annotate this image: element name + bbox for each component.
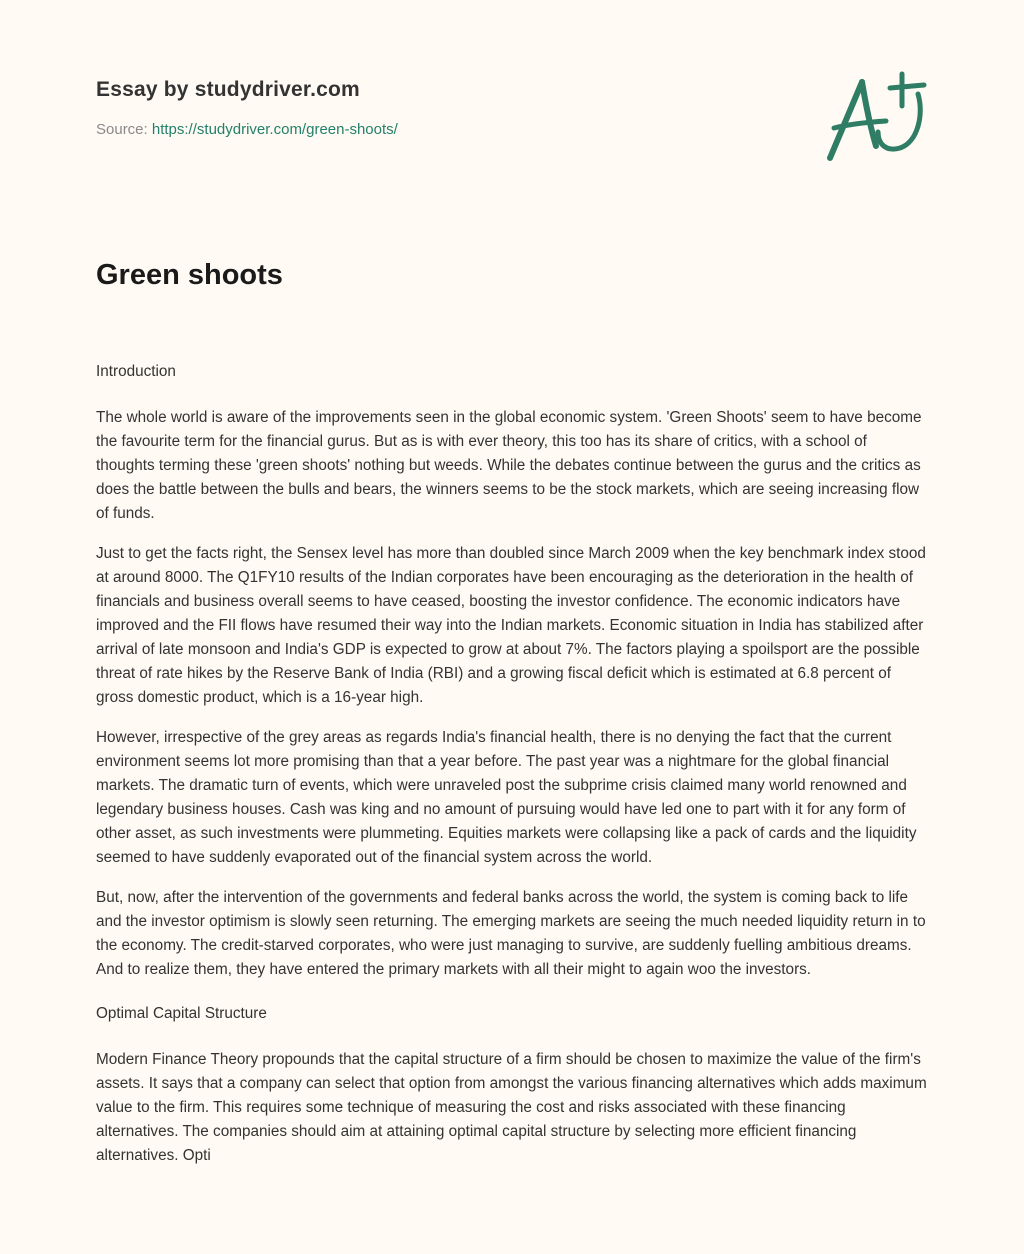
- source-link[interactable]: https://studydriver.com/green-shoots/: [151, 121, 398, 138]
- paragraph: Just to get the facts right, the Sensex level has more than doubled since March 2009 when the key benchmark index stood at around 8000. The Q1FY10 results of the Indian corporates have been encouraging as the deterioration in the health of financials and business overall seems to have ceased, boosting the investor confidence. The economic indicators have improved and the FII flows have resumed their way into the Indian markets. Economic situation in India has stabilized after arrival of late monsoon and India's GDP is expected to grow at about 7%. The factors playing a spoilsport are the possible threat of rate hikes by the Reserve Bank of India (RBI) and a growing fiscal deficit which is estimated at 6.8 percent of gross domestic product, which is a 16-year high.: [96, 545, 926, 706]
- site-title: Essay by studydriver.com: [96, 78, 360, 101]
- paragraph: The whole world is aware of the improvements seen in the global economic system. 'Green Shoots' seem to have become the favourite term for the financial gurus. But as is with ever theory, this too has its share of critics, with a school of thoughts terming these 'green shoots' nothing but weeds. While the debates continue between the gurus and the critics as does the battle between the bulls and bears, the winners seems to be the stock markets, which are seeing increasing flow of funds.: [96, 409, 922, 522]
- document-body: [96, 360, 928, 1184]
- paragraph: Modern Finance Theory propounds that the capital structure of a firm should be chosen to maximize the value of the firm's assets. It says that a company can select that option from amongst the various financing alternatives which adds maximum value to the firm. This requires some technique of measuring the cost and risks associated with these financing alternatives. The companies should aim at attaining optimal capital structure by selecting more efficient financing alternatives. Opti: [96, 1051, 927, 1164]
- section-heading-optimal-capital-structure: Optimal Capital Structure: [96, 1005, 267, 1022]
- document-title: Green shoots: [96, 259, 283, 291]
- paragraph: But, now, after the intervention of the governments and federal banks across the world, the system is coming back to life and the investor optimism is slowly seen returning. The emerging markets are seeing the much needed liquidity return in to the economy. The credit-starved corporates, who were just managing to survive, are suddenly fuelling ambitious dreams. And to realize them, they have entered the primary markets with all their might to again woo the investors.: [96, 889, 926, 978]
- paragraph: However, irrespective of the grey areas as regards India's financial health, there is no denying the fact that the current environment seems lot more promising than that a year before. The past year was a nightmare for the global financial markets. The dramatic turn of events, which were unraveled post the subprime crisis claimed many world renowned and legendary business houses. Cash was king and no amount of pursuing would have led one to part with it for any form of other asset, as such investments were plummeting. Equities markets were collapsing like a pack of cards and the liquidity seemed to have suddenly evaporated out of the financial system across the world.: [96, 729, 917, 866]
- a-plus-grade-icon: [820, 66, 930, 166]
- section-heading-introduction: Introduction: [96, 363, 176, 380]
- page-header: [96, 76, 696, 140]
- source-line: [96, 120, 696, 140]
- source-label: Source:: [96, 121, 148, 138]
